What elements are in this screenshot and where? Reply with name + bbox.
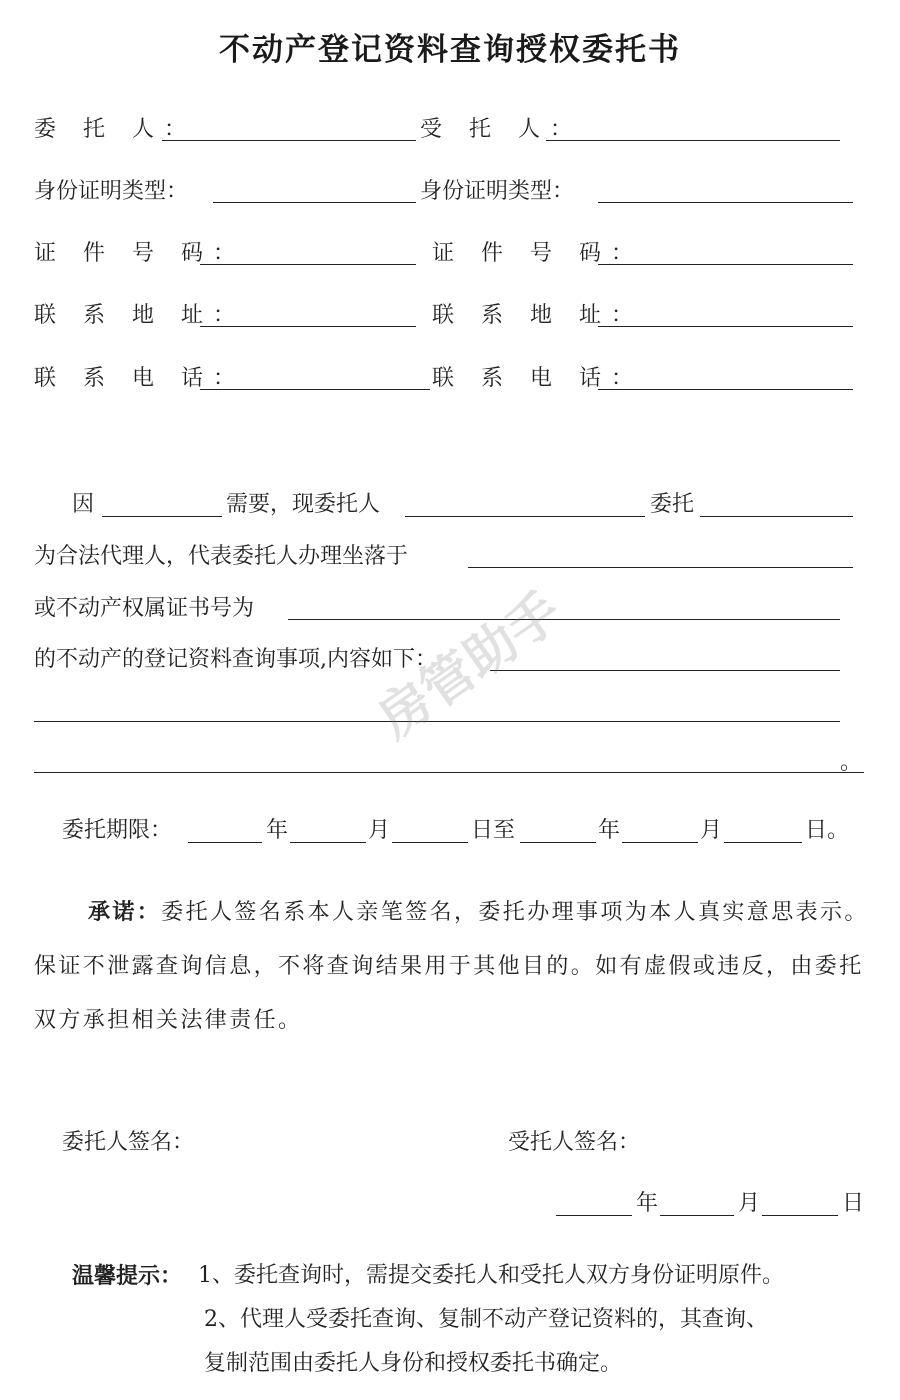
content-field-3[interactable] <box>34 772 864 773</box>
promise-label: 承诺： <box>88 899 162 925</box>
property-location-field[interactable] <box>468 567 853 568</box>
agent-phone-label: 联 系 电 话： <box>432 366 643 391</box>
content-field-1[interactable] <box>490 670 840 671</box>
term-end-day-field[interactable] <box>724 842 802 843</box>
principal-entrust-field[interactable] <box>405 516 645 517</box>
agent-id-type-label: 身份证明类型： <box>420 179 575 204</box>
agent-phone-field[interactable] <box>598 389 853 390</box>
agent-label: 受 托 人： <box>420 117 582 142</box>
reason-field[interactable] <box>102 516 222 517</box>
term-end-year-field[interactable] <box>520 842 596 843</box>
principal-address-label: 联 系 地 址： <box>34 303 245 328</box>
body-text-need: 需要，现委托人 <box>226 492 381 517</box>
agent-signature-label: 受托人签名： <box>508 1130 641 1155</box>
content-field-2[interactable] <box>34 721 840 722</box>
sign-year: 年 <box>636 1191 659 1216</box>
term-start-day-field[interactable] <box>392 842 468 843</box>
term-year-2: 年 <box>598 818 621 843</box>
body-text-because: 因 <box>72 492 95 517</box>
agent-entrust-field[interactable] <box>700 516 853 517</box>
principal-id-type-field[interactable] <box>213 202 416 203</box>
sign-year-field[interactable] <box>556 1215 632 1216</box>
principal-id-no-field[interactable] <box>200 264 416 265</box>
tips-label: 温馨提示： <box>72 1263 183 1289</box>
watermark: 房管助手 <box>367 581 573 750</box>
principal-name-field[interactable] <box>162 140 416 141</box>
principal-label: 委 托 人： <box>34 117 196 142</box>
principal-address-field[interactable] <box>200 326 416 327</box>
agent-id-no-field[interactable] <box>598 264 853 265</box>
body-text-located: 为合法代理人，代表委托人办理坐落于 <box>34 544 409 569</box>
term-month-1: 月 <box>368 818 391 843</box>
body-text-entrust: 委托 <box>650 492 695 517</box>
principal-phone-field[interactable] <box>200 389 430 390</box>
principal-id-no-label: 证 件 号 码： <box>34 241 245 266</box>
promise-paragraph <box>34 885 870 1048</box>
term-day-end: 日。 <box>805 818 850 843</box>
term-label: 委托期限： <box>62 818 173 843</box>
principal-phone-label: 联 系 电 话： <box>34 366 245 391</box>
term-start-month-field[interactable] <box>290 842 366 843</box>
term-start-year-field[interactable] <box>188 842 262 843</box>
sign-day-field[interactable] <box>762 1215 838 1216</box>
sign-month: 月 <box>738 1191 761 1216</box>
tip-item-2-line-2: 复制范围由委托人身份和授权委托书确定。 <box>204 1351 623 1376</box>
tip-item-1: 1、委托查询时，需提交委托人和受托人双方身份证明原件。 <box>198 1263 784 1288</box>
certificate-number-field[interactable] <box>288 619 840 620</box>
sign-month-field[interactable] <box>660 1215 734 1216</box>
document-title: 不动产登记资料查询授权委托书 <box>219 32 681 68</box>
body-text-content: 的不动产的登记资料查询事项,内容如下： <box>34 647 437 672</box>
tip-item-2-line-1: 2、代理人受委托查询、复制不动产登记资料的，其查询、 <box>204 1307 768 1332</box>
principal-signature-label: 委托人签名： <box>62 1130 195 1155</box>
promise-text: 委托人签名系本人亲笔签名，委托办理事项为本人真实意思表示。保证不泄露查询信息，不将查询结果用于其他目的。如有虚假或违反，由委托双方承担相关法律责任。 <box>34 900 869 1033</box>
body-text-cert-no: 或不动产权属证书号为 <box>34 596 255 621</box>
term-year-1: 年 <box>266 818 289 843</box>
agent-name-field[interactable] <box>546 140 840 141</box>
agent-address-field[interactable] <box>598 326 853 327</box>
agent-id-no-label: 证 件 号 码： <box>432 241 643 266</box>
agent-address-label: 联 系 地 址： <box>432 303 643 328</box>
term-end-month-field[interactable] <box>622 842 698 843</box>
principal-id-type-label: 身份证明类型： <box>34 179 189 204</box>
term-day-to: 日至 <box>471 818 516 843</box>
sign-day: 日 <box>842 1191 865 1216</box>
term-month-2: 月 <box>700 818 723 843</box>
agent-id-type-field[interactable] <box>598 202 853 203</box>
end-mark: 。 <box>840 750 863 775</box>
